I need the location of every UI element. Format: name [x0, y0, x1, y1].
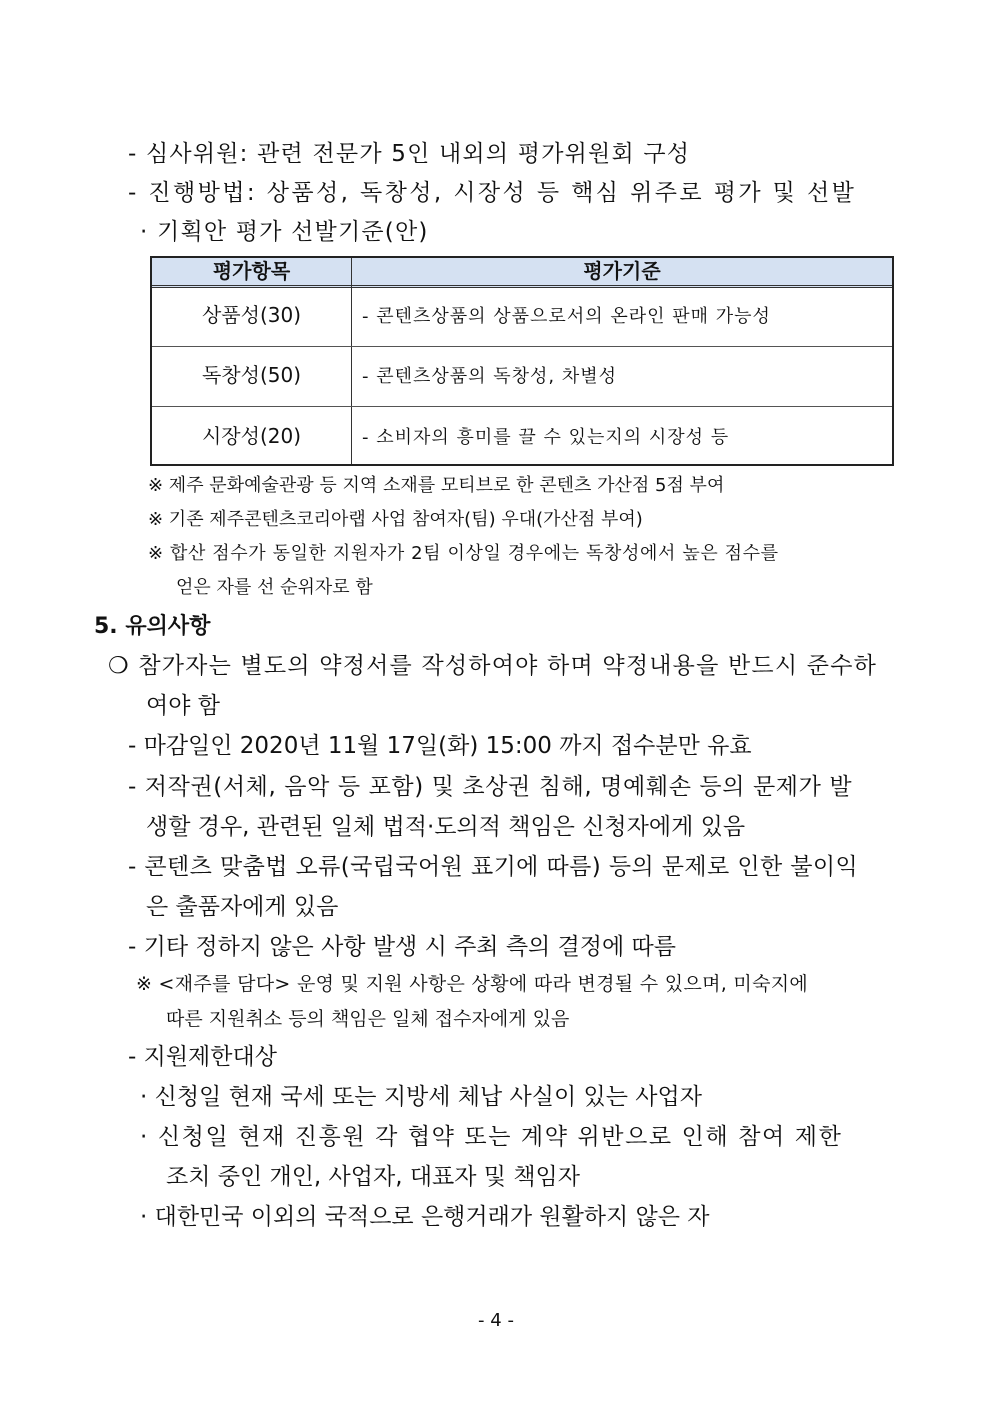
note-tiebreak-cont: 얻은 자를 선 순위자로 함	[176, 577, 373, 598]
restriction-nationality: · 대한민국 이외의 국적으로 은행거래가 원활하지 않은 자	[140, 1204, 710, 1230]
row1-item: 상품성(30)	[201, 303, 301, 327]
criteria-heading: · 기획안 평가 선발기준(안)	[140, 219, 429, 245]
restriction-heading: - 지원제한대상	[128, 1044, 277, 1070]
row1-criteria: - 콘텐츠상품의 상품으로서의 온라인 판매 가능성	[362, 306, 771, 327]
section5-title: 5. 유의사항	[94, 614, 211, 639]
row3-item: 시장성(20)	[201, 424, 301, 448]
row2-item: 독창성(50)	[201, 363, 301, 387]
copyright-line: - 저작권(서체, 음악 등 포함) 및 초상권 침해, 명예훼손 등의 문제가 발	[128, 774, 853, 800]
spelling-line-cont: 은 출품자에게 있음	[146, 894, 339, 920]
note-preference: ※ 기존 제주콘텐츠코리아랩 사업 참여자(팀) 우대(가산점 부여)	[148, 509, 643, 530]
row2-criteria: - 콘텐츠상품의 독창성, 차별성	[362, 366, 618, 387]
notice-line-cont: 따른 지원취소 등의 책임은 일체 접수자에게 있음	[166, 1008, 570, 1030]
page-number: - 4 -	[478, 1310, 514, 1331]
other-line: - 기타 정하지 않은 사항 발생 시 주최 측의 결정에 따름	[128, 934, 676, 960]
spelling-line: - 콘텐츠 맞춤법 오류(국립국어원 표기에 따름) 등의 문제로 인한 불이익	[128, 854, 859, 880]
note-tiebreak: ※ 합산 점수가 동일한 지원자가 2팀 이상일 경우에는 독창성에서 높은 점수를	[148, 543, 779, 564]
row3-criteria: - 소비자의 흥미를 끌 수 있는지의 시장성 등	[362, 427, 730, 448]
deadline-line: - 마감일인 2020년 11월 17일(화) 15:00 까지 접수분만 유효	[128, 733, 752, 759]
evaluation-table	[150, 256, 894, 466]
restriction-violation-cont: 조치 중인 개인, 사업자, 대표자 및 책임자	[166, 1164, 580, 1190]
participant-line-cont: 여야 함	[146, 693, 220, 719]
participant-line: ❍ 참가자는 별도의 약정서를 작성하여야 하며 약정내용을 반드시 준수하	[108, 653, 878, 679]
note-bonus: ※ 제주 문화예술관광 등 지역 소재를 모티브로 한 콘텐츠 가산점 5점 부여	[148, 475, 725, 496]
restriction-violation: · 신청일 현재 진흥원 각 협약 또는 계약 위반으로 인해 참여 제한	[140, 1124, 843, 1150]
copyright-line-cont: 생할 경우, 관련된 일체 법적·도의적 책임은 신청자에게 있음	[146, 814, 746, 840]
notice-line: ※ <재주를 담다> 운영 및 지원 사항은 상황에 따라 변경될 수 있으며, 미숙지에	[136, 973, 809, 995]
restriction-tax: · 신청일 현재 국세 또는 지방세 체납 사실이 있는 사업자	[140, 1084, 702, 1110]
header-criteria: 평가기준	[583, 259, 661, 283]
method-line: - 진행방법: 상품성, 독창성, 시장성 등 핵심 위주로 평가 및 선발	[128, 180, 857, 206]
reviewer-line: - 심사위원: 관련 전문가 5인 내외의 평가위원회 구성	[128, 141, 691, 167]
header-item: 평가항목	[212, 259, 291, 283]
